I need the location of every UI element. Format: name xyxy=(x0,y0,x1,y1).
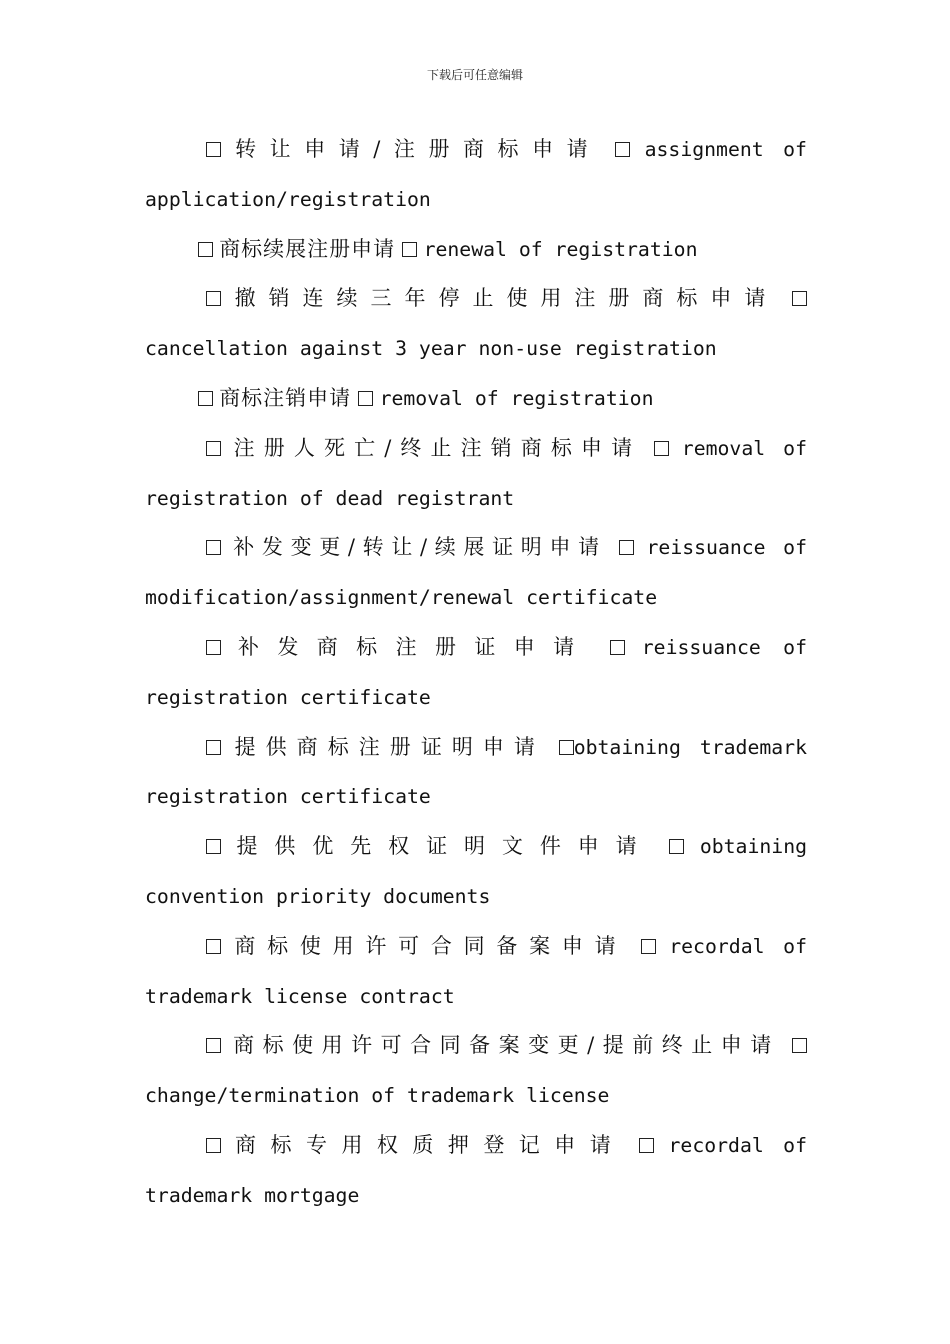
item-label-en: removal of registration of dead registrant xyxy=(145,436,807,510)
item-label-en: reissuance of registration certificate xyxy=(145,635,807,709)
item-label-en: reissuance of modification/assignment/renewal certificate xyxy=(145,536,807,610)
item-label-en: recordal of trademark mortgage xyxy=(145,1133,807,1207)
list-item xyxy=(145,274,807,374)
application-type-list xyxy=(145,125,807,1221)
checkbox[interactable] xyxy=(206,740,221,755)
item-label-zh: 商标注销申请 xyxy=(219,385,352,410)
checkbox[interactable] xyxy=(792,1038,807,1053)
list-item xyxy=(145,523,807,623)
item-label-en: removal of registration xyxy=(379,386,654,410)
list-item xyxy=(145,623,807,723)
checkbox[interactable] xyxy=(639,1138,654,1153)
checkbox[interactable] xyxy=(198,242,213,257)
list-item xyxy=(145,225,807,275)
item-label-zh: 转让申请/注册商标申请 xyxy=(235,137,602,161)
checkbox[interactable] xyxy=(206,1038,221,1053)
checkbox[interactable] xyxy=(610,640,625,655)
checkbox[interactable] xyxy=(206,1138,221,1153)
item-label-en: change/termination of trademark license xyxy=(145,1084,610,1108)
item-label-zh: 商标使用许可合同备案变更/提前终止申请 xyxy=(233,1033,780,1058)
checkbox[interactable] xyxy=(559,740,574,755)
list-item xyxy=(145,723,807,823)
checkbox[interactable] xyxy=(641,939,656,954)
item-label-en: obtaining trademark registration certificate xyxy=(145,735,807,809)
checkbox[interactable] xyxy=(792,291,807,306)
checkbox[interactable] xyxy=(206,640,221,655)
list-item xyxy=(145,1121,807,1221)
page-header: 下载后可任意编辑 xyxy=(426,68,523,82)
list-item xyxy=(145,1021,807,1121)
item-label-en: recordal of trademark license contract xyxy=(145,934,807,1008)
list-item xyxy=(145,822,807,922)
checkbox[interactable] xyxy=(654,441,669,456)
item-label-zh: 补发商标注册证申请 xyxy=(237,634,593,659)
checkbox[interactable] xyxy=(402,242,417,257)
list-item xyxy=(145,374,807,424)
checkbox[interactable] xyxy=(206,291,221,306)
checkbox[interactable] xyxy=(206,540,221,555)
item-label-zh: 提供商标注册证明申请 xyxy=(234,734,545,759)
checkbox[interactable] xyxy=(198,391,213,406)
item-label-zh: 提供优先权证明文件申请 xyxy=(236,834,654,859)
list-item xyxy=(145,922,807,1022)
item-label-zh: 商标专用权质押登记申请 xyxy=(235,1132,626,1157)
item-label-zh: 撤销连续三年停止使用注册商标申请 xyxy=(234,286,779,311)
item-label-en: assignment of application/registration xyxy=(145,138,807,211)
item-label-en: obtaining convention priority documents xyxy=(145,835,808,908)
checkbox[interactable] xyxy=(669,839,684,854)
checkbox[interactable] xyxy=(206,441,221,456)
list-item xyxy=(145,125,807,225)
item-label-en: renewal of registration xyxy=(423,237,698,261)
list-item xyxy=(145,424,807,524)
checkbox[interactable] xyxy=(206,939,221,954)
item-label-zh: 商标使用许可合同备案申请 xyxy=(234,933,628,958)
item-label-zh: 补发变更/转让/续展证明申请 xyxy=(233,535,607,560)
checkbox[interactable] xyxy=(619,540,634,555)
checkbox[interactable] xyxy=(615,142,630,157)
checkbox[interactable] xyxy=(358,391,373,406)
item-label-en: cancellation against 3 year non-use registration xyxy=(145,337,717,361)
item-label-zh: 商标续展注册申请 xyxy=(219,236,396,261)
item-label-zh: 注册人死亡/终止注销商标申请 xyxy=(233,435,642,460)
checkbox[interactable] xyxy=(206,839,221,854)
checkbox[interactable] xyxy=(206,142,221,157)
